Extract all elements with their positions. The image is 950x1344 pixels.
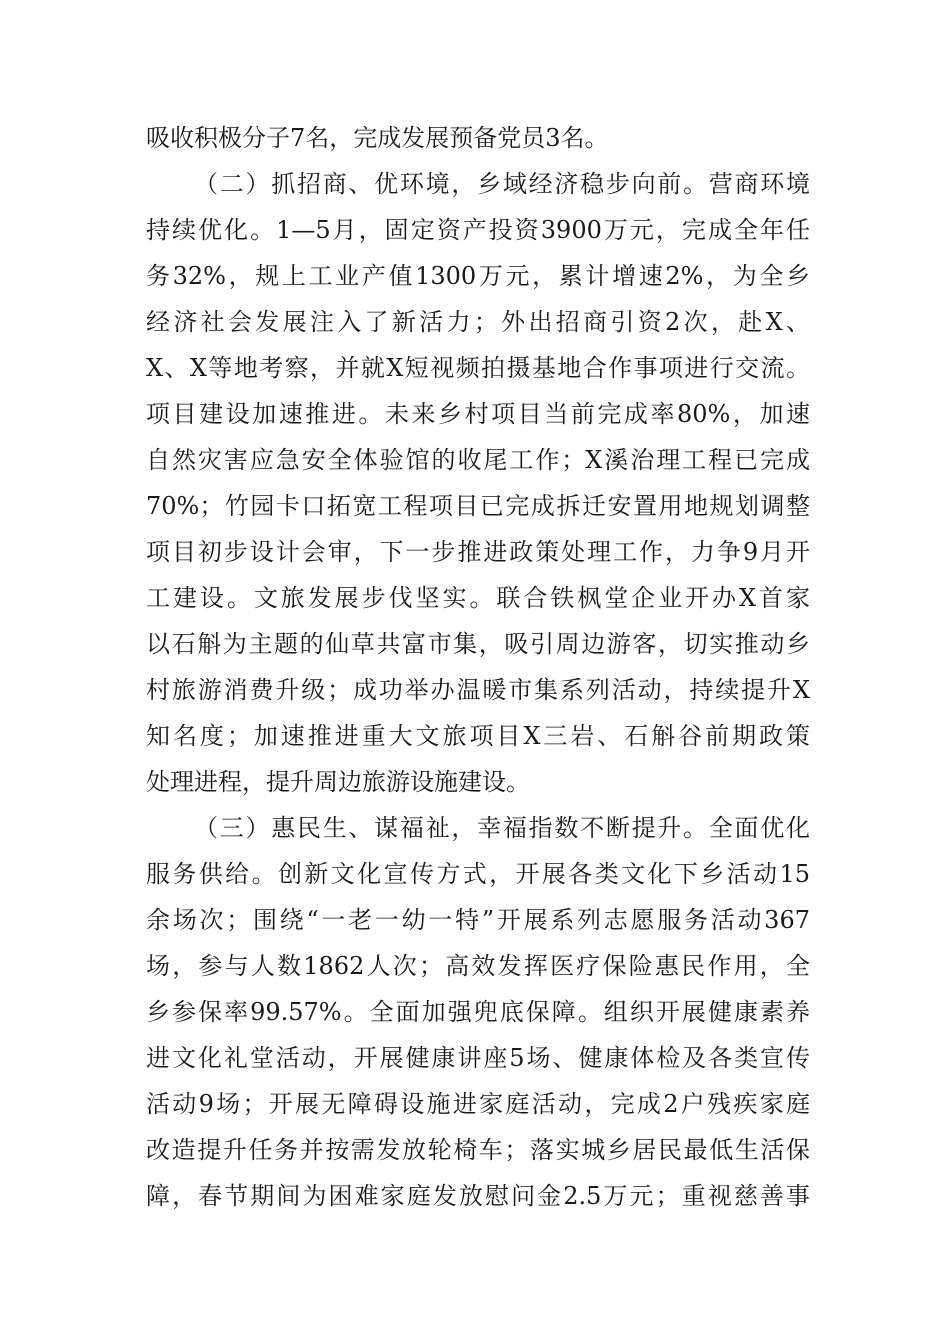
text-line: 项目初步设计会审，下一步推进政策处理工作，力争9月开 (146, 538, 810, 566)
section-heading-line: （三）惠民生、谋福祉，幸福指数不断提升。全面优化 (194, 814, 810, 842)
text-line: 自然灾害应急安全体验馆的收尾工作；X溪治理工程已完成 (146, 446, 810, 474)
text-line: 知名度；加速推进重大文旅项目X三岩、石斛谷前期政策 (146, 722, 810, 750)
text-line: 活动9场；开展无障碍设施进家庭活动，完成2户残疾家庭 (146, 1090, 810, 1118)
text-line: 70%；竹园卡口拓宽工程项目已完成拆迁安置用地规划调整 (146, 492, 810, 520)
text-line: 村旅游消费升级；成功举办温暖市集系列活动，持续提升X (146, 676, 810, 704)
text-line: 经济社会发展注入了新活力；外出招商引资2次，赴X、 (146, 308, 810, 336)
text-line: 场，参与人数1862人次；高效发挥医疗保险惠民作用，全 (146, 952, 810, 980)
section-heading-line: （二）抓招商、优环境，乡域经济稳步向前。营商环境 (194, 170, 810, 198)
text-line: 持续优化。1—5月，固定资产投资3900万元，完成全年任 (146, 216, 810, 244)
text-line: X、X等地考察，并就X短视频拍摄基地合作事项进行交流。 (146, 354, 810, 382)
text-line: 务32%，规上工业产值1300万元，累计增速2%，为全乡 (146, 262, 810, 290)
text-line: 进文化礼堂活动，开展健康讲座5场、健康体检及各类宣传 (146, 1044, 810, 1072)
text-line: 工建设。文旅发展步伐坚实。联合铁枫堂企业开办X首家 (146, 584, 810, 612)
text-line: 以石斛为主题的仙草共富市集，吸引周边游客，切实推动乡 (146, 630, 810, 658)
body-text (146, 115, 810, 1219)
text-line: 障，春节期间为困难家庭发放慰问金2.5万元；重视慈善事 (146, 1182, 810, 1210)
text-line: 乡参保率99.57%。全面加强兜底保障。组织开展健康素养 (146, 998, 810, 1026)
text-line: 改造提升任务并按需发放轮椅车；落实城乡居民最低生活保 (146, 1136, 810, 1164)
text-line: 处理进程，提升周边旅游设施建设。 (146, 768, 530, 796)
text-line: 服务供给。创新文化宣传方式，开展各类文化下乡活动15 (146, 860, 810, 888)
text-line: 项目建设加速推进。未来乡村项目当前完成率80%，加速 (146, 400, 810, 428)
text-line: 余场次；围绕“一老一幼一特”开展系列志愿服务活动367 (146, 906, 810, 934)
text-line: 吸收积极分子7名，完成发展预备党员3名。 (146, 124, 609, 152)
